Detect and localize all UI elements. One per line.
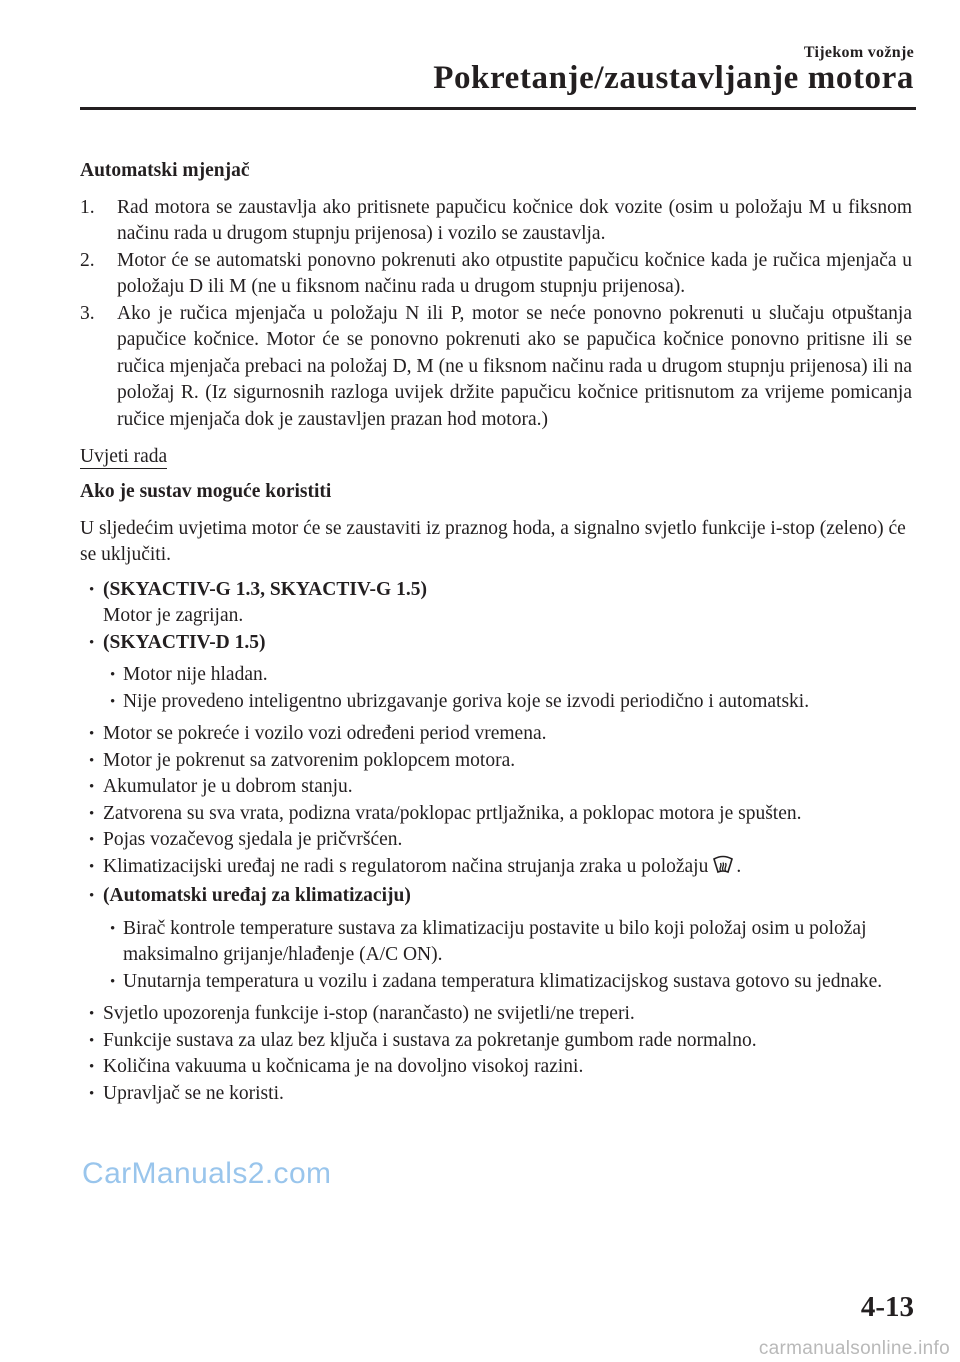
condition-text: Klimatizacijski uređaj ne radi s regulatorom načina strujanja zraka u položaju [103, 855, 709, 877]
list-item [80, 748, 912, 775]
list-item [80, 689, 912, 716]
condition-text-end: . [736, 855, 742, 877]
list-item [80, 1001, 912, 1028]
bullet: • [89, 1059, 95, 1075]
bullet: • [89, 779, 95, 795]
bullet: • [110, 973, 116, 990]
list-item [80, 195, 912, 248]
condition-text: Motor se pokreće i vozilo vozi određeni period vremena. [103, 723, 547, 744]
list-item [80, 630, 912, 657]
condition-text: Motor je pokrenut sa zatvorenim poklopcem motora. [103, 749, 516, 771]
condition-text: Birač kontrole temperature sustava za klimatizaciju postavite u bilo koji položaj osim u položaj maksimalno grijanje/hlađenje (A/C ON). [123, 917, 867, 965]
bullet: • [89, 1085, 95, 1102]
condition-text: Motor nije hladan. [123, 664, 268, 685]
condition-text: Upravljač se ne koristi. [103, 1082, 284, 1104]
condition-text: Unutarnja temperatura u vozilu i zadana temperatura klimatizacijskog sustava gotovo su jednake. [123, 970, 883, 992]
list-item [80, 721, 912, 748]
item-number: 1. [80, 196, 95, 218]
list-item [80, 1081, 912, 1108]
list-item [80, 1028, 912, 1055]
bullet: • [110, 667, 116, 683]
conditions-list [80, 577, 912, 657]
skyactiv-d-sublist [80, 662, 912, 715]
list-item [80, 916, 912, 969]
condition-text: Zatvorena su sva vrata, podizna vrata/poklopac prtljažnika, a poklopac motora je spušten. [103, 802, 802, 824]
list-item [80, 801, 912, 828]
bullet: • [89, 581, 95, 598]
list-item [80, 827, 912, 854]
bullet: • [89, 1006, 95, 1022]
bullet: • [89, 805, 95, 822]
numbered-steps [80, 195, 912, 434]
condition-text: Nije provedeno inteligentno ubrizgavanje goriva koje se izvodi periodično i automatski. [123, 690, 810, 712]
item-text: Ako je ručica mjenjača u položaju N ili P, motor se neće ponovno pokrenuti u slučaju otpuštanja papučice kočnice. Motor će se ponovno pokrenuti ako se papučica kočnice ponovno pritisne ili se ručica mjenjača prebaci na položaj D, M (ne u fiksnom načinu rada u drugom stupnju prijenosa) ili na položaj R. (Iz sigurnosnih razloga uvijek držite papučicu kočnice pritisnutom za vrijeme pomicanja ručice mjenjača dok je zaustavljen prazan hod motora.) [117, 302, 912, 430]
auto-climate-sublist [80, 916, 912, 996]
general-conditions-list [80, 721, 912, 910]
item-text: Motor će se automatski ponovno pokrenuti ako otpustite papučicu kočnice kada je ručica mjenjača u položaju D ili M (ne u fiksnom načinu rada u drugom stupnju prijenosa). [117, 249, 912, 297]
bullet: • [110, 693, 116, 710]
list-item [80, 854, 912, 884]
item-number: 2. [80, 249, 95, 271]
heading-automatic-transmission: Automatski mjenjač [80, 160, 250, 181]
condition-text: Pojas vozačevog sjedala je pričvršćen. [103, 829, 403, 850]
condition-text: Svjetlo upozorenja funkcije i-stop (narančasto) ne svijetli/ne treperi. [103, 1003, 635, 1024]
condition-label: (SKYACTIV-G 1.3, SKYACTIV-G 1.5) [103, 578, 427, 600]
bullet: • [89, 1032, 95, 1049]
condition-text: Motor je zagrijan. [103, 605, 244, 626]
condition-text: Akumulator je u dobrom stanju. [103, 776, 353, 797]
intro-paragraph: U sljedećim uvjetima motor će se zaustaviti iz praznog hoda, a signalno svjetlo funkcije i-stop (zeleno) će se uključiti. [80, 517, 906, 565]
windshield-defroster-icon [712, 855, 734, 884]
bullet: • [89, 858, 95, 875]
condition-text: Količina vakuuma u kočnicama je na dovoljno visokoj razini. [103, 1056, 584, 1077]
item-number: 3. [80, 302, 95, 324]
header-rule [80, 107, 916, 110]
bullet: • [89, 832, 95, 848]
item-text: Rad motora se zaustavlja ako pritisnete papučicu kočnice dok vozite (osim u položaju M u fiksnom načinu rada u drugom stupnju prijenosa) i vozilo se zaustavlja. [117, 196, 912, 244]
list-item [80, 774, 912, 801]
condition-label: (SKYACTIV-D 1.5) [103, 631, 266, 653]
watermark-url: carmanualsonline.info [758, 1338, 950, 1359]
list-item [80, 301, 912, 434]
condition-text: Funkcije sustava za ulaz bez ključa i sustava za pokretanje gumbom rade normalno. [103, 1029, 757, 1051]
list-item [80, 577, 912, 630]
watermark-logo: CarManuals2.com [82, 1157, 332, 1190]
section-label: Tijekom vožnje [803, 44, 914, 61]
condition-label: (Automatski uređaj za klimatizaciju) [103, 885, 411, 906]
list-item [80, 662, 912, 689]
bullet: • [110, 920, 116, 937]
bullet: • [89, 634, 95, 651]
list-item [80, 969, 912, 996]
bullet: • [89, 752, 95, 769]
page-content [80, 158, 912, 1107]
bullet: • [89, 888, 95, 904]
page-number: 4-13 [860, 1291, 914, 1323]
final-conditions-list [80, 1001, 912, 1107]
bullet: • [89, 726, 95, 742]
list-item [80, 883, 912, 910]
subsection-title: Uvjeti rada [80, 446, 168, 467]
chapter-title: Pokretanje/zaustavljanje motora [433, 60, 914, 96]
list-item [80, 248, 912, 301]
list-item [80, 1054, 912, 1081]
heading-system-usable: Ako je sustav moguće koristiti [80, 481, 332, 502]
